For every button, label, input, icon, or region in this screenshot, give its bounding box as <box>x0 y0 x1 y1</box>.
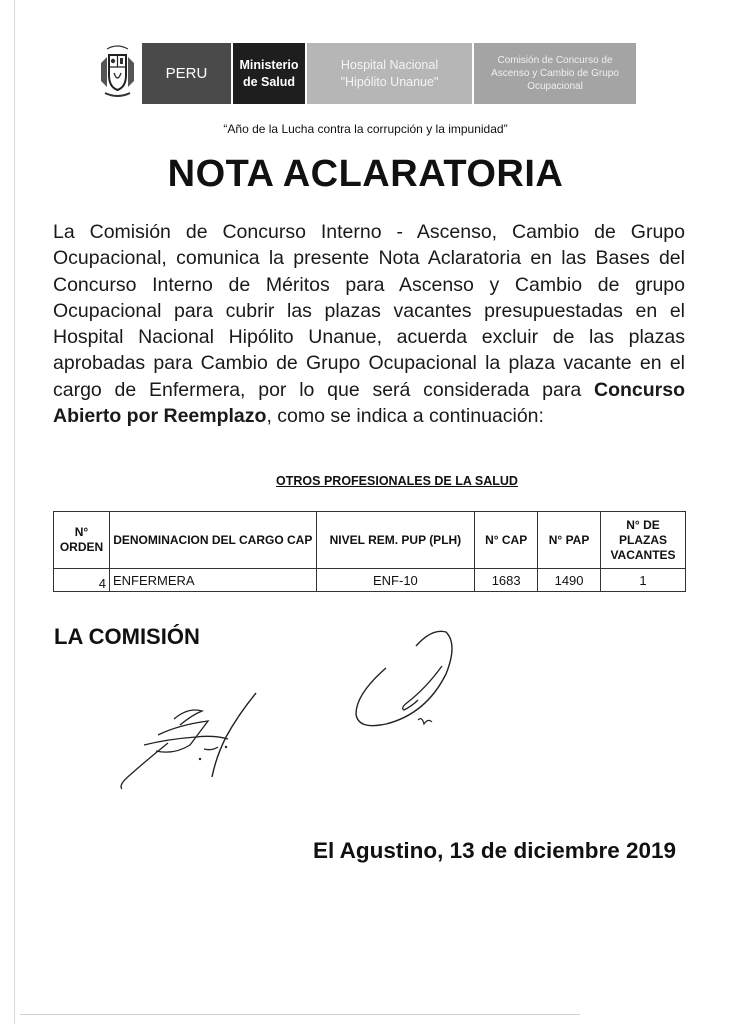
header-cap: N° CAP <box>475 512 538 569</box>
cell-cap: 1683 <box>475 569 538 592</box>
comision-signature-heading: LA COMISIÓN <box>54 624 200 649</box>
table-title: OTROS PROFESIONALES DE LA SALUD <box>276 474 518 488</box>
cell-nivel: ENF-10 <box>316 569 475 592</box>
comision-line1: Comisión de Concurso de <box>497 55 613 66</box>
hospital-line1: Hospital Nacional <box>340 57 439 72</box>
year-motto: “Año de la Lucha contra la corrupción y la impunidad” <box>223 122 508 136</box>
hospital-line2: "Hipólito Unanue" <box>340 74 439 89</box>
header-orden: N° ORDEN <box>54 512 110 569</box>
ministerio-line2: de Salud <box>242 74 296 89</box>
body-paragraph <box>53 219 685 429</box>
comision-line2: Ascenso y Cambio de Grupo <box>491 68 619 79</box>
page-bottom-line <box>20 1014 580 1015</box>
table-header-row <box>54 512 686 569</box>
body-text-part1: La Comisión de Concurso Interno - Ascenso, Cambio de Grupo Ocupacional, comunica la presente Nota Aclaratoria en las Bases del Concurso Interno de Méritos para Ascenso y Cambio de grupo Ocupacional para cubrir las plazas vacantes presupuestadas en el Hospital Nacional Hipólito Unanue, acuerda excluir de las plazas aprobadas para Cambio de Grupo Ocupacional la plaza vacante en el cargo de Enfermera, por lo que será considerada para <box>53 221 685 401</box>
document-title: NOTA ACLARATORIA <box>167 153 564 195</box>
cell-plazas: 1 <box>601 569 686 592</box>
comision-label <box>474 43 636 104</box>
cell-pap: 1490 <box>538 569 601 592</box>
hospital-label <box>307 43 472 104</box>
ministerio-label <box>233 43 305 104</box>
peru-label <box>142 43 231 104</box>
header-plazas: N° DE PLAZAS VACANTES <box>601 512 686 569</box>
institutional-header <box>95 43 638 104</box>
header-pap: N° PAP <box>538 512 601 569</box>
peru-text: PERU <box>165 65 208 82</box>
ministerio-line1: Ministerio <box>239 57 299 72</box>
body-text-bold: Concurso Abierto por Reemplazo <box>53 378 685 428</box>
cell-denominacion: ENFERMERA <box>109 569 316 592</box>
plazas-table <box>53 511 686 592</box>
coat-of-arms-icon <box>95 43 140 104</box>
header-denominacion: DENOMINACION DEL CARGO CAP <box>109 512 316 569</box>
cell-orden: 4 <box>54 569 110 592</box>
body-text-part2: , como se indica a continuación: <box>266 405 544 428</box>
comision-line3: Ocupacional <box>527 81 583 92</box>
signature-left <box>108 685 268 795</box>
header-nivel: NIVEL REM. PUP (PLH) <box>316 512 475 569</box>
place-and-date: El Agustino, 13 de diciembre 2019 <box>313 838 677 863</box>
table-row <box>54 569 686 592</box>
signature-right <box>346 624 476 734</box>
